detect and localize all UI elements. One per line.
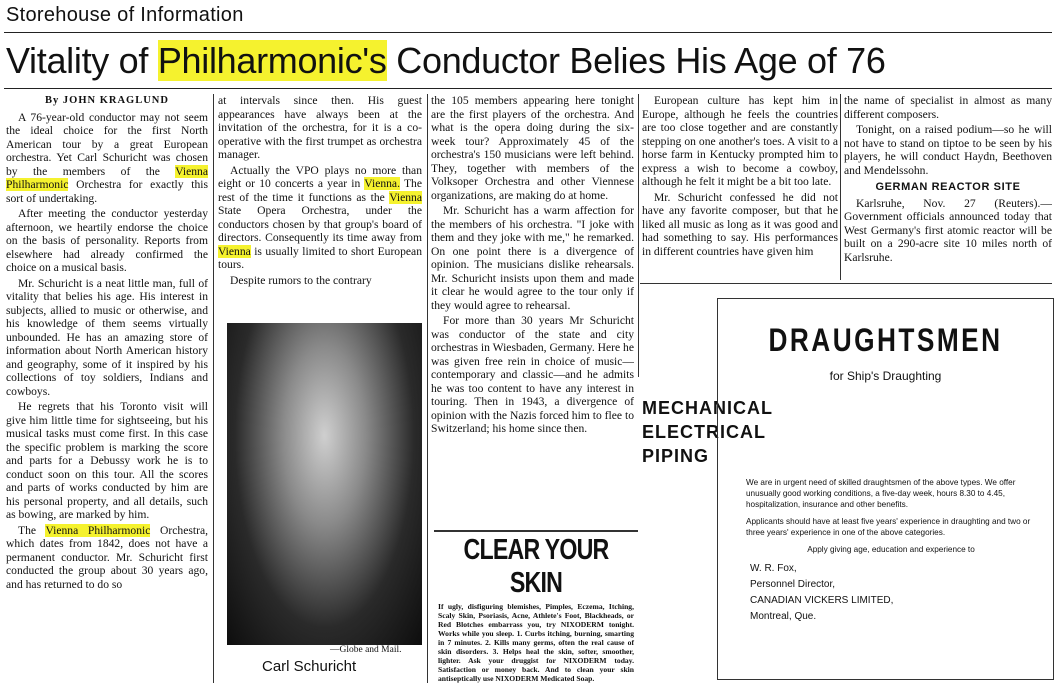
column-rule [638, 94, 639, 377]
highlight-vienna: Vienna [218, 244, 251, 258]
kicker-rule [4, 32, 1052, 33]
ad-body-paragraph-2: Applicants should have at least five years' experience in draughting and two or three years' experience in one of the above categories. [746, 517, 1031, 537]
headline-before: Vitality of [6, 40, 158, 81]
byline: By JOHN KRAGLUND [45, 95, 169, 106]
article-column-4 [642, 94, 838, 274]
col4-paragraph-2: Mr. Schuricht confessed he did not have any favorite composer, but that he liked all music as long as it was good and had something to say. His performances in different countries have given him [642, 190, 838, 258]
highlight-vienna-philharmonic: Vienna Philharmonic [6, 164, 208, 191]
ad-apply-line: Apply giving age, education and experience to [807, 545, 975, 554]
contact-title: Personnel Director, [750, 579, 836, 590]
ad-subtitle: for Ship's Draughting [829, 369, 942, 383]
mep-line-electrical: ELECTRICAL [642, 422, 766, 442]
col5-paragraph-2: Tonight, on a raised podium—so he will not have to stand on tiptoe to be seen by his players, he will conduct Haydn, Beethoven and Mendelssohn. [844, 123, 1052, 177]
headline-rule [4, 88, 1052, 89]
highlight-vienna: Vienna [389, 190, 422, 204]
col1-paragraph-1: A 76-year-old conductor may not seem the ideal choice for the first North American tour by a great European orchestra. Yet Carl Schuricht was chosen by the members of the Vienna Philharmonic Orchestra for exactly this sort of undertaking. [6, 110, 208, 205]
col3-paragraph-1: the 105 members appearing here tonight are the first players of the orchestra. And what is the opera doing during the six-week tour? Approximately 45 of the orchestra's 150 musicians were left behind. They, together with members of the Volksoper Orchestra and other Viennese organizations, are making do at home. [431, 94, 634, 202]
col1-paragraph-3: Mr. Schuricht is a neat little man, full of vitality that belies his age. His interest in subjects, allied to music or otherwise, and his knowledge of them seems virtually unbounded. He has an amazing store of information about North American history and geography, some of it inspired by his collections of toy soldiers, Indians and cowboys. [6, 276, 208, 398]
col3-paragraph-3: For more than 30 years Mr Schuricht was conductor of the state and city orchestras in Wiesbaden, Germany. Here he was given free rein in choice of music—contemporary and classic—and he admits he was too content to have any interest in touring. Then in 1943, a divergence of opinion with the Nazis forced him to flee to Switzerland; his home since then. [431, 314, 634, 435]
contact-city: Montreal, Que. [750, 611, 817, 622]
ad-body [746, 477, 1036, 625]
article-column-5 [844, 94, 1052, 280]
col5-paragraph-1: the name of specialist in almost as many different composers. [844, 94, 1052, 121]
subhead-german-reactor-site: GERMAN REACTOR SITE [875, 181, 1021, 193]
headline-highlight: Philharmonic's [157, 40, 387, 81]
ad-contact [750, 561, 1036, 625]
col2-paragraph-3: Despite rumors to the contrary [230, 273, 372, 287]
ad-title: DRAUGHTSMEN [768, 322, 1003, 358]
mep-line-mechanical: MECHANICAL [642, 398, 773, 418]
headline [6, 40, 886, 82]
headline-after: Conductor Belies His Age of 76 [386, 40, 886, 81]
ad-body: If ugly, disfiguring blemishes, Pimples, Eczema, Itching, Scaly Skin, Psoriasis, Acne, Athlete's Foot, Blackheads, or Red Blotches embarrass you, try NIXODERM tonight. Works while you sleep. 1. Curbs itching, burning, smarting in 7 minutes. 2. Kills many germs, often the real cause of skin disorders. 3. Helps heal the skin, softer, smoother, lighter. Ask your druggist for NIXODERM today. Satisfaction or money back. And to clean your skin antiseptically use NIXODERM Medicated Soap. [438, 602, 634, 683]
col3-paragraph-2: Mr. Schuricht has a warm affection for the members of his orchestra. "I joke with them and they joke with me," he remarked. On one point there is a divergence of opinion. The musicians dislike rehearsals. Mr. Schuricht insists upon them and made it clear he would agree to the tour only if they would agree to rehearsal. [431, 204, 634, 312]
column-rule [427, 94, 428, 683]
col1-paragraph-4: He regrets that his Toronto visit will give him little time for sightseeing, but his musical tasks must come first. In this case the specific problem is marking the score and parts for a Debussy work he is to conduct soon on this tour. All the scores and parts of works conducted by him are his personal property, and all details, such as bowing, are marked by him. [6, 400, 208, 521]
col4-paragraph-1: European culture has kept him in Europe, although he feels the countries are too close together and are constantly stepping on one another's toes. A visit to a horse farm in Kentucky prompted him to express a wish to become a cowboy, although he felt it might be a bit too late. [642, 94, 838, 188]
column-rule [213, 94, 214, 683]
carl-schuricht-photo [227, 323, 422, 645]
section-rule [640, 283, 1052, 284]
clear-your-skin-ad [434, 530, 638, 685]
col1-paragraph-2: After meeting the conductor yesterday afternoon, we heartily endorse the choice on the basis of personality. Reports from elsewhere had already confirmed the choice on a musical basis. [6, 207, 208, 274]
article-column-1 [6, 94, 208, 683]
article-column-3 [431, 94, 634, 524]
contact-company: CANADIAN VICKERS LIMITED, [750, 595, 894, 606]
article-column-2 [218, 94, 422, 319]
col2-paragraph-1: at intervals since then. His guest appearances have always been at the invitation of the orchestra, for it is a co-operative with the first trumpet as orchestra manager. [218, 94, 422, 161]
draughtsmen-ad [717, 298, 1054, 680]
highlight-vienna-philharmonic: Vienna Philharmonic [45, 523, 151, 537]
contact-name: W. R. Fox, [750, 563, 797, 574]
ad-body-paragraph-1: We are in urgent need of skilled draughtsmen of the above types. We offer unusually good working conditions, a five-day week, hours 8.30 to 4.45, hospitalization, insurance and other benefits. [746, 478, 1016, 509]
mep-line-piping: PIPING [642, 446, 710, 466]
col1-paragraph-5: The Vienna Philharmonic Orchestra, which dates from 1842, does not have a permanent conductor. Mr. Schuricht first conducted the group about 30 years ago, and has returned to do so [6, 523, 208, 591]
highlight-vienna: Vienna. [364, 177, 400, 190]
ad-title: CLEAR YOUR SKIN [463, 534, 609, 599]
section-kicker: Storehouse of Information [6, 4, 244, 26]
col2-paragraph-2: Actually the VPO plays no more than eight or 10 concerts a year in Vienna. The rest of the time it functions as the Vienna State Opera Orchestra, under the conductors chosen by that group's board of directors. Consequently its time away from Vienna is usually limited to short European tours. [218, 163, 422, 271]
photo-credit: —Globe and Mail. [330, 645, 402, 655]
photo-caption: Carl Schuricht [262, 658, 357, 675]
col5-paragraph-3: Karlsruhe, Nov. 27 (Reuters).—Government officials announced today that West Germany's first atomic reactor will be built on a 290-acre site 10 miles north of Karlsruhe. [844, 196, 1052, 264]
column-rule [840, 94, 841, 280]
